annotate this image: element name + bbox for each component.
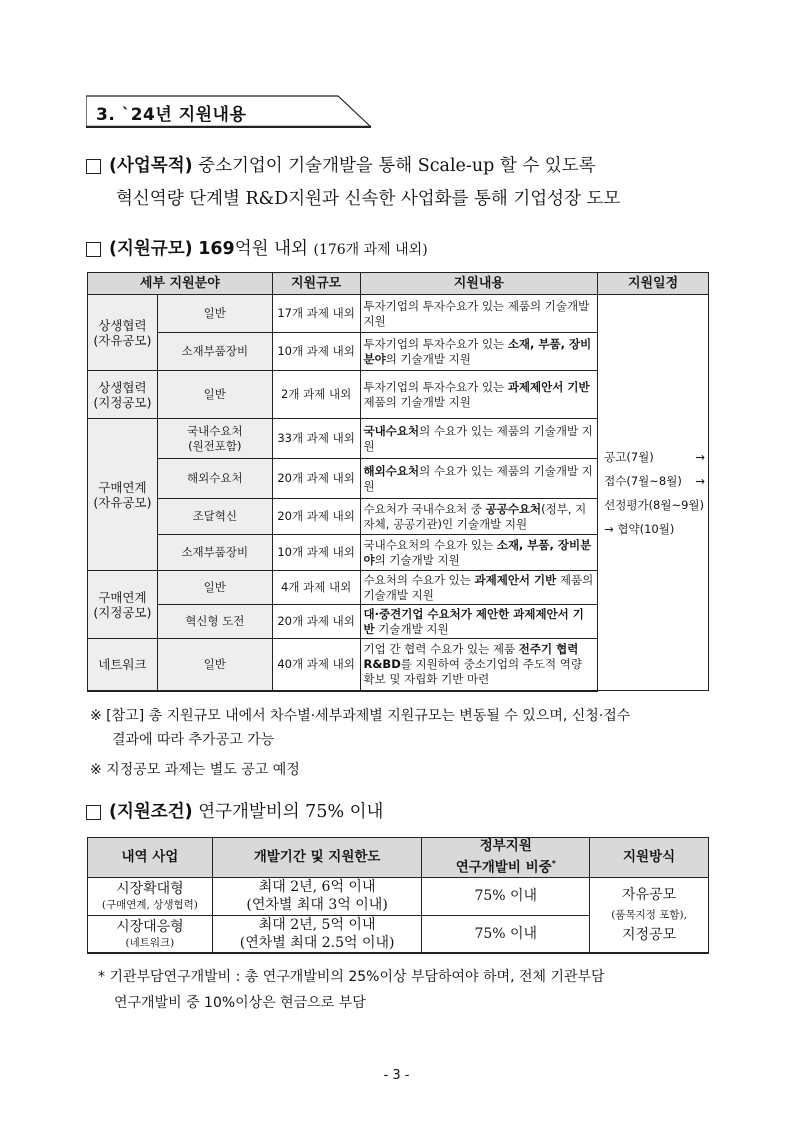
period-limit: 최대 2년, 6억 이내 (연차별 최대 3억 이내) — [212, 877, 422, 915]
checkbox-icon — [86, 805, 101, 820]
support-size: 10개 과제 내외 — [272, 535, 360, 571]
support-content: 수요처의 수요가 있는 과제제안서 기반 제품의 기술개발 지원 — [360, 571, 598, 605]
purpose-line1: 중소기업이 기술개발을 통해 Scale-up 할 수 있도록 — [192, 156, 596, 176]
support-content: 대·중견기업 수요처가 제안한 과제제안서 기반 기술개발 지원 — [360, 605, 598, 639]
support-condition-table — [87, 837, 709, 954]
checkbox-icon — [86, 159, 101, 174]
support-content: 수요처가 국내수요처 중 공공수요처(정부, 지자체, 공공기관)인 기술개발 지원 — [360, 499, 598, 535]
schedule-step: 공고(7월) — [604, 449, 654, 464]
support-content: 해외수요처의 수요가 있는 제품의 기술개발 지원 — [360, 459, 598, 499]
group-label: 구매연계 (지정공모) — [88, 571, 158, 639]
support-size: 20개 과제 내외 — [272, 605, 360, 639]
support-content: 투자기업의 투자수요가 있는 제품의 기술개발 지원 — [360, 295, 598, 333]
checkbox-icon — [86, 242, 101, 257]
support-size: 4개 과제 내외 — [272, 571, 360, 605]
note-line: ※ [참고] 총 지원규모 내에서 차수별·세부과제별 지원규모는 변동될 수 있으며, 신청·접수 — [90, 708, 631, 724]
footnote — [98, 964, 605, 1016]
scale-unit: 억원 내외 — [234, 239, 308, 259]
sub-field: 조달혁신 — [157, 499, 272, 535]
header-program: 내역 사업 — [88, 838, 213, 878]
section-title: 3. `24년 지원내용 — [96, 105, 247, 125]
sub-field: 일반 — [157, 295, 272, 333]
support-content: 투자기업의 투자수요가 있는 소재, 부품, 장비분야의 기술개발 지원 — [360, 333, 598, 371]
header-schedule: 지원일정 — [598, 273, 709, 295]
support-size: 40개 과제 내외 — [272, 639, 360, 691]
page-number: - 3 - — [383, 1068, 410, 1083]
program-name: 시장확대형 (구매연계, 상생협력) — [88, 877, 213, 915]
sub-field: 국내수요처 (원전포함) — [157, 419, 272, 459]
condition-paragraph — [86, 796, 383, 829]
support-detail-table — [87, 272, 709, 692]
schedule-cell — [598, 295, 709, 691]
note-reference — [90, 704, 630, 752]
sub-field: 일반 — [157, 371, 272, 419]
arrow-icon: → — [695, 449, 705, 464]
period-limit: 최대 2년, 5억 이내 (연차별 최대 2.5억 이내) — [212, 915, 422, 953]
header-content: 지원내용 — [360, 273, 598, 295]
support-method: 자유공모 (품목지정 포함), 지정공모 — [590, 877, 709, 953]
group-label: 상생협력 (지정공모) — [88, 371, 158, 419]
sub-field: 소재부품장비 — [157, 535, 272, 571]
purpose-line2: 혁신역량 단계별 R&D지원과 신속한 사업화를 통해 기업성장 도모 — [116, 189, 621, 209]
support-content: 기업 간 협력 수요가 있는 제품 전주기 협력 R&BD를 지원하여 중소기업의 주도적 역량 확보 및 자립화 기반 마련 — [360, 639, 598, 691]
scale-amount: 169 — [198, 239, 235, 259]
note-designated: ※ 지정공모 과제는 별도 공고 예정 — [90, 762, 300, 778]
note-line: 결과에 따라 추가공고 가능 — [112, 732, 275, 748]
schedule-step: 접수(7월~8월) — [604, 473, 682, 488]
schedule-step: → 협약(10월) — [604, 521, 675, 536]
sub-field: 혁신형 도전 — [157, 605, 272, 639]
condition-text: 연구개발비의 75% 이내 — [192, 802, 384, 822]
group-label: 네트워크 — [88, 639, 158, 691]
scale-label: (지원규모) — [109, 239, 193, 259]
program-name: 시장대응형 (네트워크) — [88, 915, 213, 953]
arrow-icon: → — [695, 473, 705, 488]
purpose-label: (사업목적) — [109, 156, 193, 176]
support-size: 2개 과제 내외 — [272, 371, 360, 419]
gov-ratio: 75% 이내 — [422, 877, 590, 915]
sub-field: 소재부품장비 — [157, 333, 272, 371]
support-size: 33개 과제 내외 — [272, 419, 360, 459]
gov-ratio: 75% 이내 — [422, 915, 590, 953]
scale-note: (176개 과제 내외) — [313, 242, 428, 258]
footnote-line: * 기관부담연구개발비 : 총 연구개발비의 25%이상 부담하여야 하며, 전체 기관부담 — [98, 969, 605, 985]
group-label: 구매연계 (자유공모) — [88, 419, 158, 571]
sub-field: 일반 — [157, 639, 272, 691]
support-size: 20개 과제 내외 — [272, 459, 360, 499]
section-header — [86, 95, 372, 128]
header-method: 지원방식 — [590, 838, 709, 878]
sub-field: 해외수요처 — [157, 459, 272, 499]
sub-field: 일반 — [157, 571, 272, 605]
support-content: 투자기업의 투자수요가 있는 과제제안서 기반 제품의 기술개발 지원 — [360, 371, 598, 419]
support-size: 10개 과제 내외 — [272, 333, 360, 371]
support-content: 국내수요처의 수요가 있는 소재, 부품, 장비분야의 기술개발 지원 — [360, 535, 598, 571]
header-ratio: 정부지원 연구개발비 비중* — [422, 838, 590, 878]
condition-label: (지원조건) — [109, 802, 193, 822]
group-label: 상생협력 (자유공모) — [88, 295, 158, 371]
support-size: 17개 과제 내외 — [272, 295, 360, 333]
purpose-paragraph — [86, 150, 620, 216]
schedule-step: 선정평가(8월~9월) — [604, 497, 705, 512]
scale-paragraph — [86, 233, 428, 267]
header-period: 개발기간 및 지원한도 — [212, 838, 422, 878]
support-size: 20개 과제 내외 — [272, 499, 360, 535]
header-field: 세부 지원분야 — [88, 273, 273, 295]
support-content: 국내수요처의 수요가 있는 제품의 기술개발 지원 — [360, 419, 598, 459]
footnote-line: 연구개발비 중 10%이상은 현금으로 부담 — [114, 995, 366, 1011]
header-size: 지원규모 — [272, 273, 360, 295]
